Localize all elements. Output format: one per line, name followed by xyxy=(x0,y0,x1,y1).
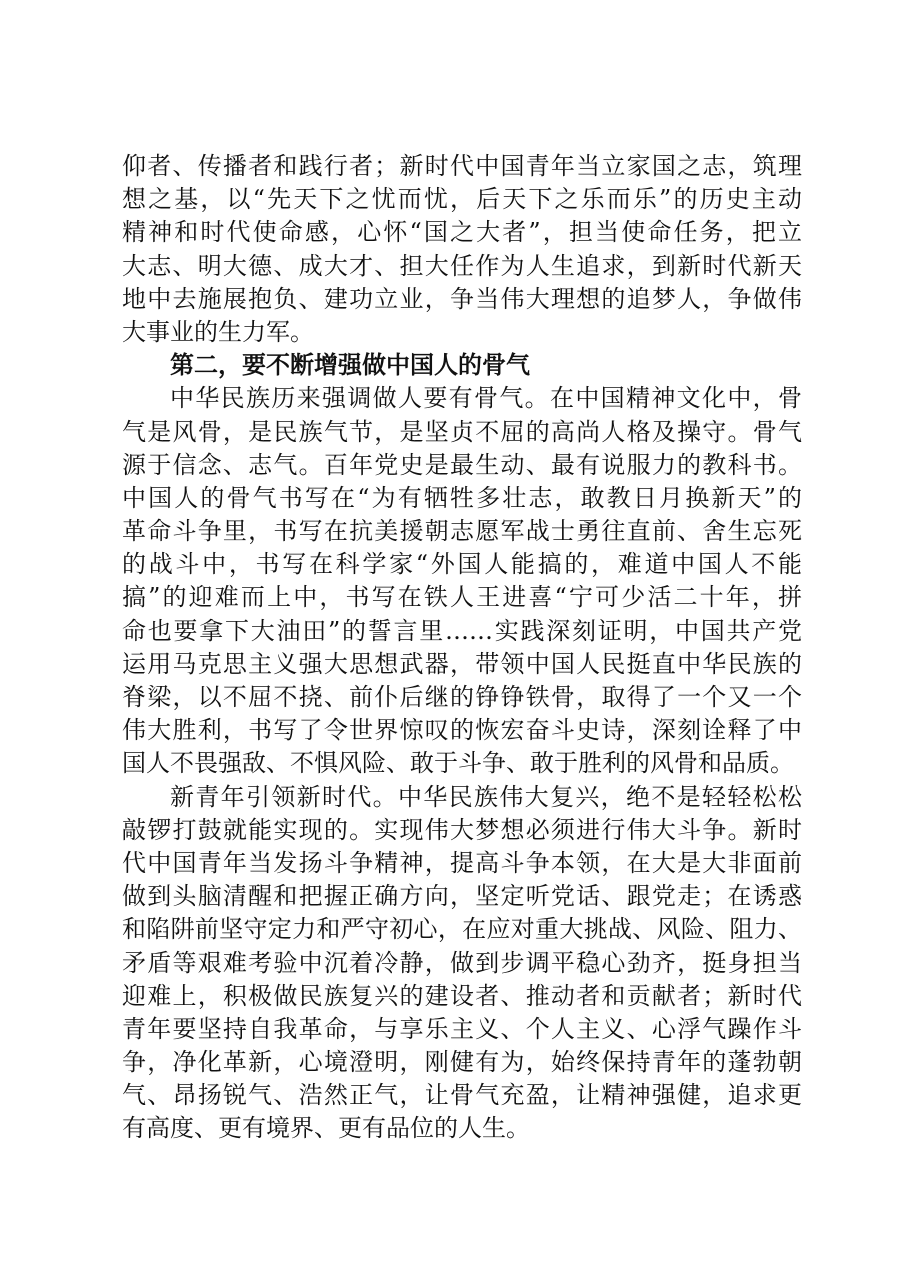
text-line: 地中去施展抱负、建功立业，争当伟大理想的追梦人，争做伟 xyxy=(122,284,802,313)
text-line: 精神和时代使命感，心怀“国之大者”，担当使命任务，把立 xyxy=(122,218,802,247)
text-line: 命也要拿下大油田”的誓言里……实践深刻证明，中国共产党 xyxy=(122,616,802,645)
section-heading: 第二，要不断增强做中国人的骨气 xyxy=(170,351,530,380)
text-line: 仰者、传播者和践行者；新时代中国青年当立家国之志，筑理 xyxy=(122,152,802,180)
text-line: 大志、明大德、成大才、担大任作为人生追求，到新时代新天 xyxy=(122,251,802,280)
text-line: 做到头脑清醒和把握正确方向，坚定听党话、跟党走；在诱惑 xyxy=(122,882,802,911)
document-body xyxy=(122,150,802,1146)
text-line: 脊梁，以不屈不挠、前仆后继的铮铮铁骨，取得了一个又一个 xyxy=(122,683,802,711)
text-line: 的战斗中，书写在科学家“外国人能搞的，难道中国人不能 xyxy=(122,550,802,579)
text-line: 敲锣打鼓就能实现的。实现伟大梦想必须进行伟大斗争。新时 xyxy=(122,815,802,844)
text-line: 中华民族历来强调做人要有骨气。在中国精神文化中，骨 xyxy=(170,384,802,413)
text-line: 气、昂扬锐气、浩然正气，让骨气充盈，让精神强健，追求更 xyxy=(122,1081,802,1110)
paragraph-1 xyxy=(122,150,802,349)
text-line: 争，净化革新，心境澄明，刚健有为，始终保持青年的蓬勃朝 xyxy=(122,1048,802,1077)
text-line: 矛盾等艰难考验中沉着冷静，做到步调平稳心劲齐，挺身担当 xyxy=(122,948,802,977)
text-line: 气是风骨，是民族气节，是坚贞不屈的高尚人格及操守。骨气 xyxy=(122,417,802,446)
text-line: 代中国青年当发扬斗争精神，提高斗争本领，在大是大非面前 xyxy=(122,848,802,877)
text-line: 源于信念、志气。百年党史是最生动、最有说服力的教科书。 xyxy=(122,450,802,479)
text-line: 青年要坚持自我革命，与享乐主义、个人主义、心浮气躁作斗 xyxy=(122,1014,802,1043)
paragraph-3 xyxy=(122,781,802,1146)
paragraph-2 xyxy=(122,382,802,780)
text-line: 新青年引领新时代。中华民族伟大复兴，绝不是轻轻松松 xyxy=(170,782,802,811)
text-line: 搞”的迎难而上中，书写在铁人王进喜“宁可少活二十年，拼 xyxy=(122,583,802,612)
text-line: 国人不畏强敌、不惧风险、敢于斗争、敢于胜利的风骨和品质。 xyxy=(122,749,794,778)
text-line: 大事业的生力军。 xyxy=(122,317,314,346)
text-line: 有高度、更有境界、更有品位的人生。 xyxy=(122,1114,530,1143)
text-line: 和陷阱前坚守定力和严守初心，在应对重大挑战、风险、阻力、 xyxy=(122,915,802,944)
text-line: 中国人的骨气书写在“为有牺牲多壮志，敢教日月换新天”的 xyxy=(122,483,802,512)
text-line: 迎难上，积极做民族复兴的建设者、推动者和贡献者；新时代 xyxy=(122,981,802,1010)
text-line: 想之基，以“先天下之忧而忧，后天下之乐而乐”的历史主动 xyxy=(122,185,802,214)
text-line: 伟大胜利，书写了令世界惊叹的恢宏奋斗史诗，深刻诠释了中 xyxy=(122,716,802,745)
text-line: 运用马克思主义强大思想武器，带领中国人民挺直中华民族的 xyxy=(122,649,802,678)
text-line: 革命斗争里，书写在抗美援朝志愿军战士勇往直前、舍生忘死 xyxy=(122,517,802,546)
